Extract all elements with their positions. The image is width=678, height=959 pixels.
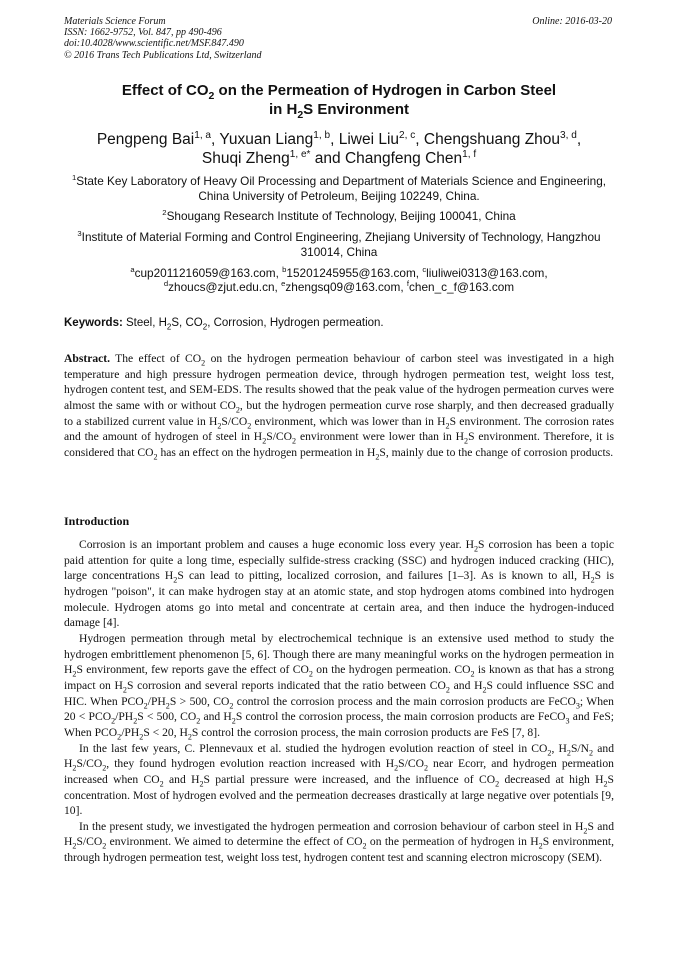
online-date: Online: 2016-03-20 [532, 16, 612, 27]
intro-paragraph-4: In the present study, we investigated the hydrogen permeation and corrosion behaviour of carbon steel in $H_2S$ and $H_2S/CO_2$ environment. We aimed to determine the effect of $CO_2$ on the permeation of hydrogen in $H_2S$ environment, through hydrogen permeation test, weight loss test, hydrogen content test and scanning electron microscopy (SEM). [64, 819, 614, 865]
journal-header [64, 16, 262, 61]
intro-paragraph-3: In the last few years, C. Plennevaux et al. studied the hydrogen evolution reaction of steel in $CO_2$, $H_2S/N_2$ and $H_2S/CO_2$, they found hydrogen evolution reaction increased with $H_2S/CO_2$ near Ecorr, and hydrogen permeation increased when $CO_2$ and $H_2S$ partial pressure were increased, and the influence of $CO_2$ decreased at high $H_2S$ concentration. Most of hydrogen evolved and the permeation decreases drastically at large negative over potentials [9, 10]. [64, 741, 614, 818]
keywords: Keywords: Steel, $H_2S$, $CO_2$, Corrosion, Hydrogen permeation. [64, 317, 384, 332]
affiliation-3: $^3$Institute of Material Forming and Control Engineering, Zhejiang University of Technology, Hangzhou 310014, China [77, 229, 601, 259]
journal-name: Materials Science Forum [64, 16, 166, 27]
issn-line: ISSN: 1662-9752, Vol. 847, pp 490-496 [64, 27, 222, 39]
affiliation-2: $^2$Shougang Research Institute of Technology, Beijing 100041, China [162, 208, 516, 223]
paper-title: Effect of $CO_2$ on the Permeation of Hydrogen in Carbon Steel in $H_2S$ Environment [121, 82, 557, 121]
intro-paragraph-2: Hydrogen permeation through metal by electrochemical technique is an extensive used method to study the hydrogen embrittlement phenomenon [5, 6]. Though there are many meaningful works on the hydrogen permeation in $H_2S$ environment, few reports gave the effect of $CO_2$ on the hydrogen permeation. $CO_2$ is known as that has a strong impact on $H_2S$ corrosion and several reports indicated that the ratio between $CO_2$ and $H_2S$ could influence SSC and HIC. When $PCO_2/PH_2S > 500$, $CO_2$ control the corrosion process and the main corrosion products are FeCO$_3$; When $20 < PCO_2/PH_2S < 500$, $CO_2$ and $H_2S$ control the corrosion process, the main corrosion products are FeCO$_3$ and FeS; When $PCO_2/PH_2S < 20$, $H_2S$ control the corrosion process, the main corrosion products are FeS [7, 8]. [64, 631, 615, 742]
copyright-line: © 2016 Trans Tech Publications Ltd, Switzerland [64, 49, 262, 61]
intro-paragraph-1: Corrosion is an important problem and causes a huge economic loss every year. $H_2S$ corrosion has been a topic paid attention for quite a long time, especially sulfide-stress cracking (SSC) and hydrogen induced cracking (HIC), large concentrations $H_2S$ can lead to pitting, localized corrosion, and failures [1–3]. As is known to all, $H_2S$ is hydrogen "poison", it can make hydrogen stay at an atomic state, and stop hydrogen atoms combined into hydrogen molecule. Hydrogen atoms go into metal and concentrate at certain area, and then induce the hydrogen-induced damage [4]. [64, 538, 614, 630]
introduction-body [64, 537, 614, 866]
affiliation-1: $^1$State Key Laboratory of Heavy Oil Processing and Department of Materials Science and Engineering, China University of Petroleum, Beijing 102249, China. [71, 173, 607, 203]
section-heading-introduction: Introduction [64, 514, 130, 528]
doi-line[interactable]: doi:10.4028/www.scientific.net/MSF.847.490 [64, 38, 244, 50]
abstract: Abstract. The effect of $CO_2$ on the hydrogen permeation behaviour of carbon steel was investigated in a high temperature and high pressure hydrogen permeation device, through hydrogen permeation test, weight loss test, hydrogen content test, and SEM-EDS. The results showed that the peak value of the hydrogen permeation curves were almost the same with or without $CO_2$, but the hydrogen permeation curve rose sharply, and then decreased gradually to a stabilized current value in $H_2S/CO_2$ environment, which was lower than in $H_2S$ environment. The corrosion rates and the amount of hydrogen of steel in $H_2S/CO_2$ environment were lower than in $H_2S$ environment. Therefore, it is considered that $CO_2$ has an effect on the hydrogen permeation in $H_2S$, mainly due to the change of corrosion products. [64, 352, 615, 462]
author-list: Pengpeng Bai$^{1, a}$, Yuxuan Liang$^{1, b}$, Liwei Liu$^{2, c}$, Chengshuang Zhou$^{3, d}$, Shuqi Zheng$^{1, e*}$ and Changfeng Chen$^{1, f}$ [96, 129, 582, 167]
author-emails: $^a$cup2011216059@163.com, $^b$15201245955@163.com, $^c$liuliwei0313@163.com, $^d$zhoucs@zjut.edu.cn, $^e$zhengsq09@163.com, $^f$chen_c_f@163.com [130, 265, 548, 294]
